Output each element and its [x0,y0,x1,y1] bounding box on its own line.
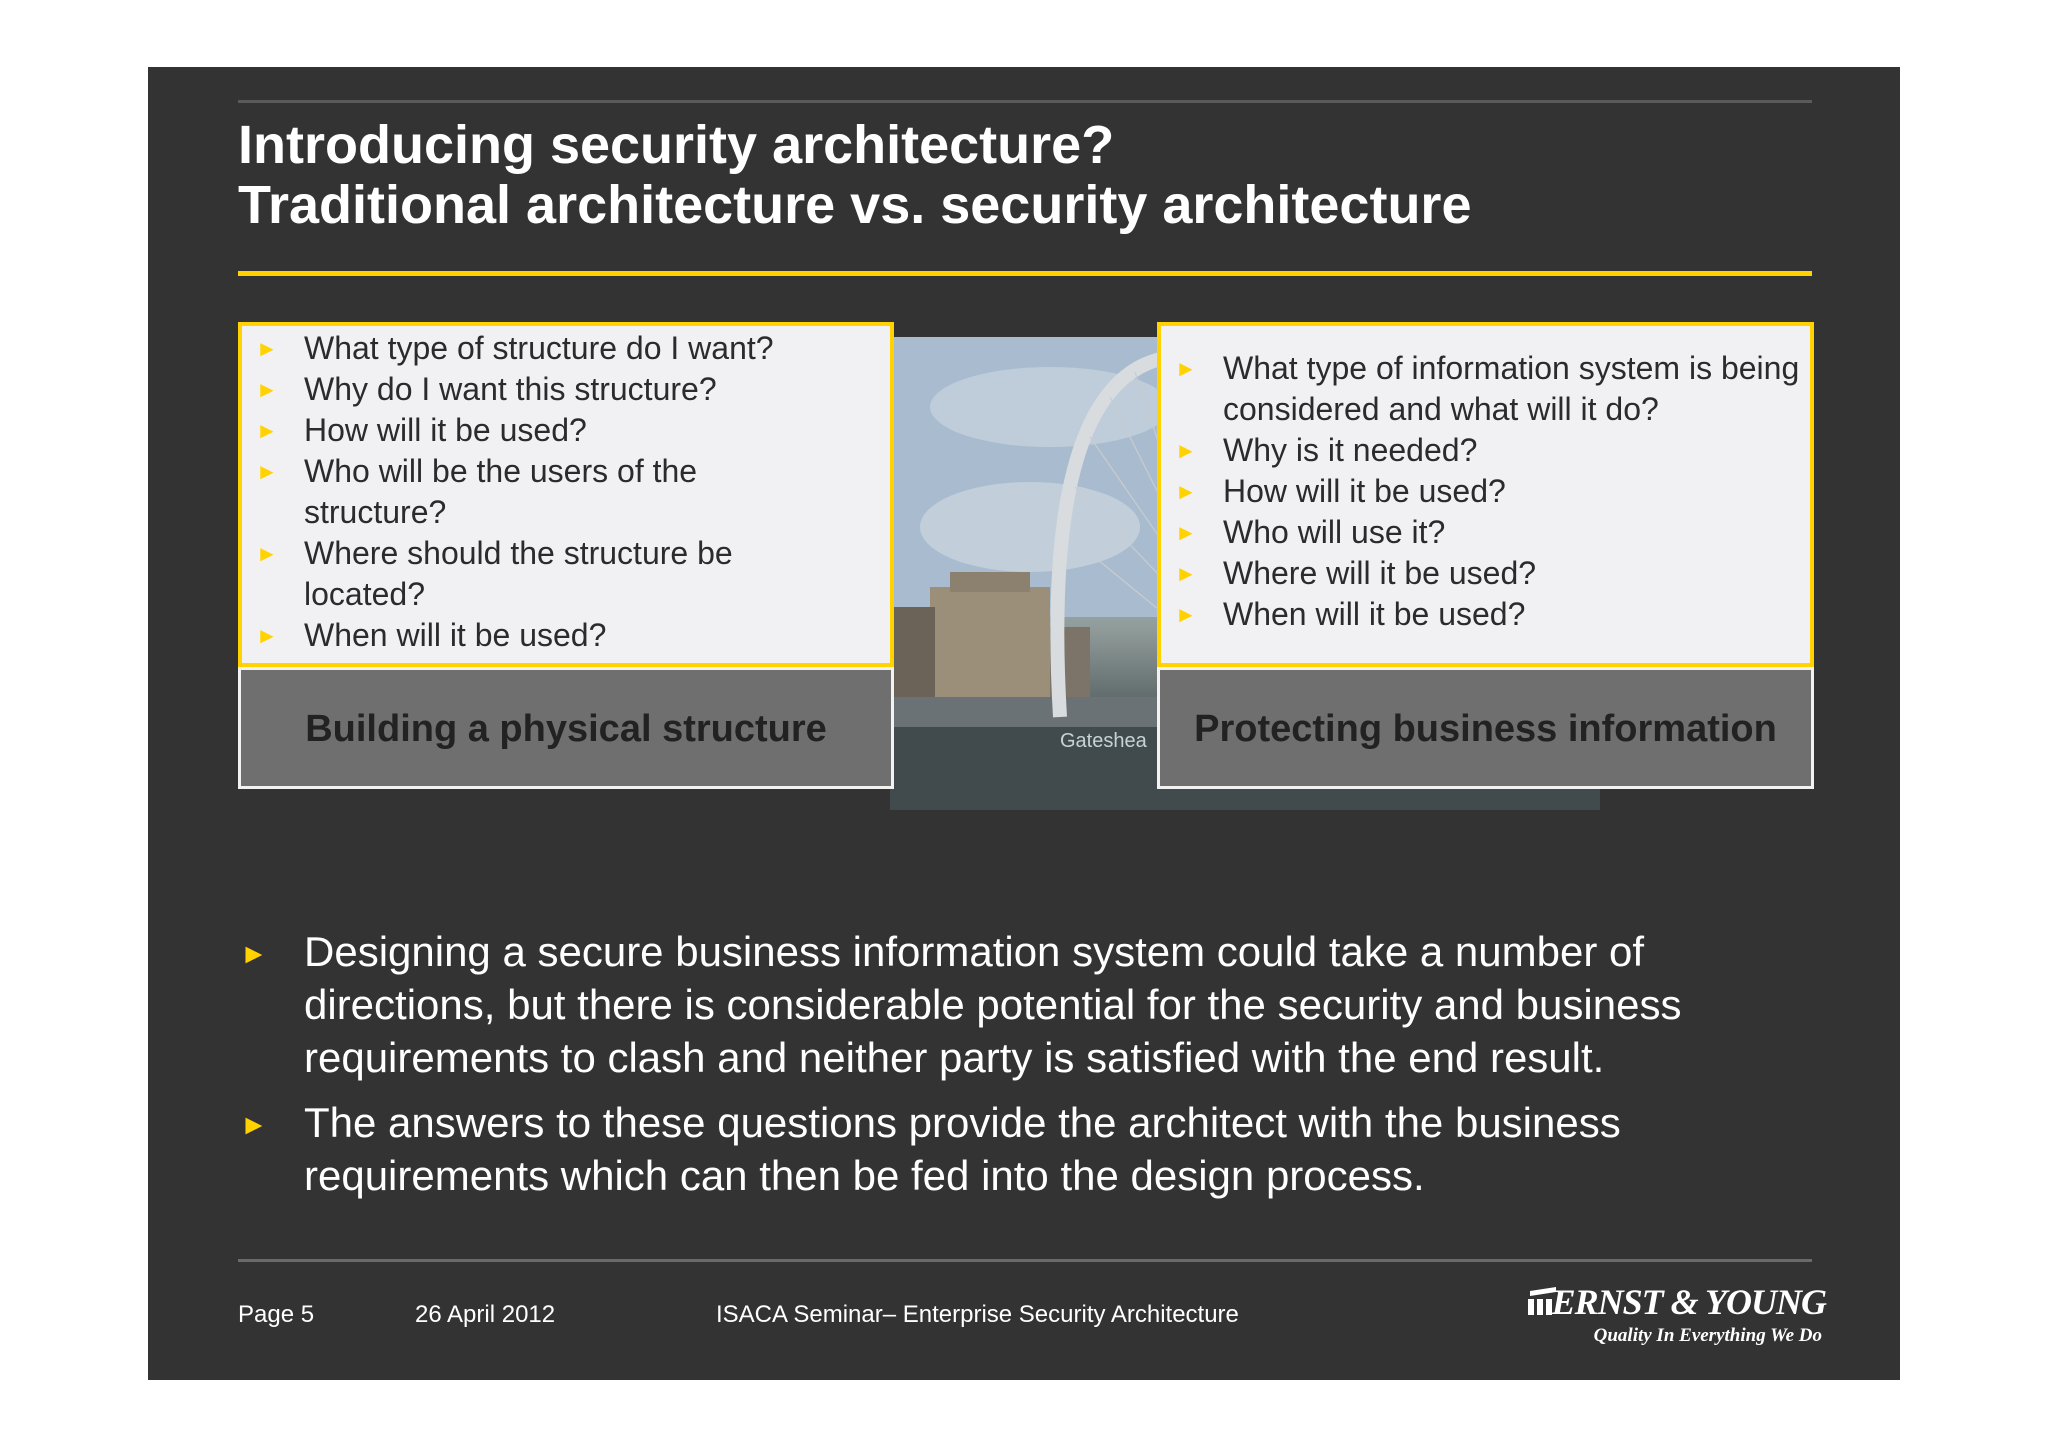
list-item: ► When will it be used? [242,615,890,656]
bullet-arrow-icon: ► [1175,356,1197,381]
list-item: ► Designing a secure business information system could take a number of directions, but there is considerable potential for the security and business requirements to clash and neither party is satisfied with the end result. [240,928,1682,1081]
physical-structure-caption: Building a physical structure [238,667,894,789]
bullet-arrow-icon: ► [1175,438,1197,463]
logo-name: ERNST & YOUNG [1551,1282,1826,1322]
title-line-1: Introducing security architecture? [238,115,1115,175]
list-item: ► Where will it be used? [1161,553,1810,594]
page-number: Page 5 [238,1301,315,1328]
bullet-arrow-icon: ► [1175,479,1197,504]
security-questions-box [1157,322,1814,667]
bullet-arrow-icon: ► [256,377,278,402]
bullet-arrow-icon: ► [1175,520,1197,545]
title-underline [238,271,1812,276]
list-item: ► Why is it needed? [1161,430,1810,471]
list-item: ► How will it be used? [1161,471,1810,512]
list-item: ► Who will use it? [1161,512,1810,553]
bullet-arrow-icon: ► [256,541,278,566]
bullet-arrow-icon: ► [240,1109,268,1140]
top-rule [238,100,1812,103]
business-information-caption: Protecting business information [1157,667,1814,789]
bullet-arrow-icon: ► [1175,561,1197,586]
footer-event: ISACA Seminar– Enterprise Security Architecture [716,1301,1239,1328]
list-item: ► What type of information system is being considered and what will it do? [1175,350,1800,427]
list-item: ► The answers to these questions provide the architect with the business requirements which can then be fed into the design process. [240,1099,1621,1199]
photo-sign-text: Gateshea [1060,730,1147,752]
bullet-arrow-icon: ► [256,459,278,484]
list-item: ► What type of structure do I want? [242,328,890,369]
bullet-arrow-icon: ► [240,938,268,969]
footer-date: 26 April 2012 [415,1301,556,1328]
bullet-arrow-icon: ► [256,418,278,443]
bullet-arrow-icon: ► [256,623,278,648]
logo-tagline: Quality In Everything We Do [1593,1325,1822,1346]
list-item: ► Where should the structure be located? [256,535,733,612]
slide-title [238,115,1818,235]
title-line-2: Traditional architecture vs. security architecture [238,175,1472,235]
bullet-arrow-icon: ► [256,336,278,361]
bullet-arrow-icon: ► [1175,602,1197,627]
traditional-questions-box [238,322,894,667]
body-bullets [238,925,1828,1214]
ernst-young-logo [1526,1281,1826,1351]
footer-rule [238,1259,1812,1262]
list-item: ► How will it be used? [242,410,890,451]
list-item: ► Who will be the users of the structure? [256,453,698,530]
list-item: ► Why do I want this structure? [242,369,890,410]
slide [148,67,1900,1380]
list-item: ► When will it be used? [1161,594,1810,635]
